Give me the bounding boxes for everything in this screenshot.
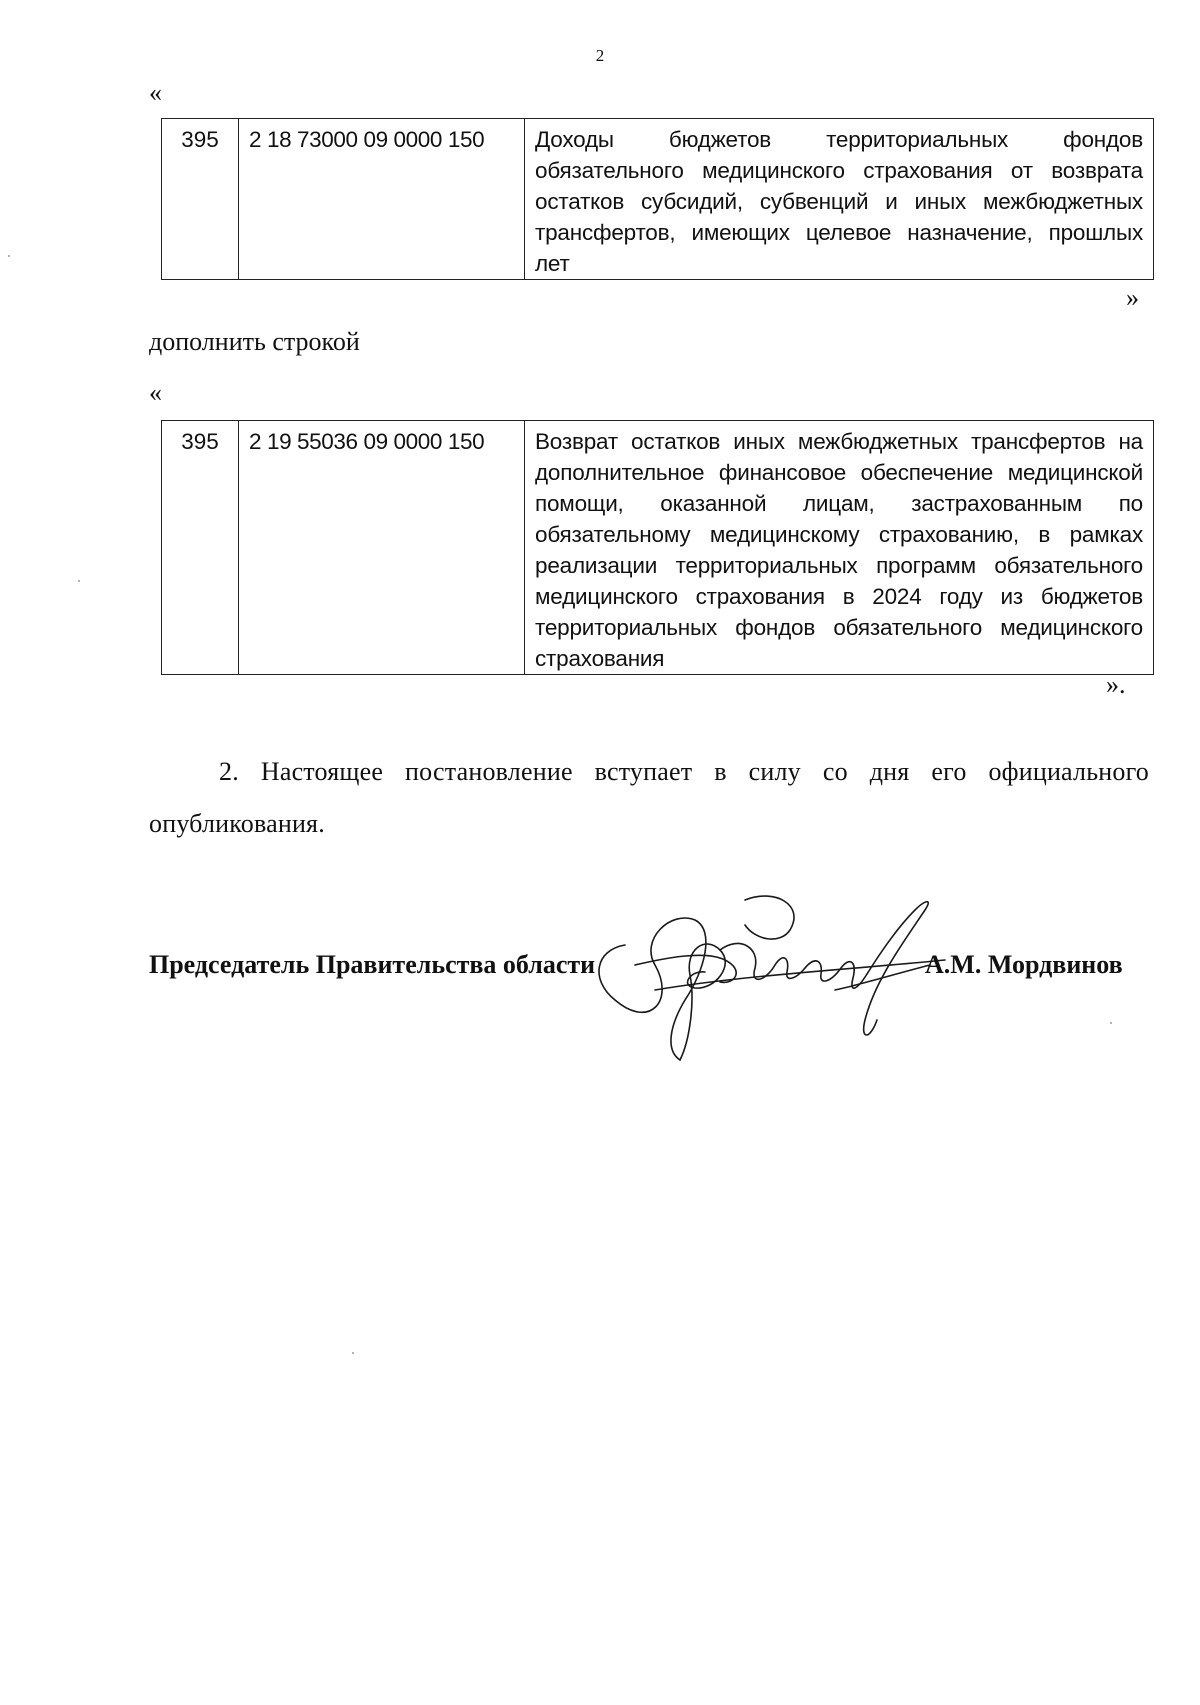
signatory-name: А.М. Мордвинов <box>925 950 1123 979</box>
description-cell: Возврат остатков иных межбюджетных трансфертов на дополнительное финансовое обеспечение медицинской помощи, оказанной лицам, застрахованным по обязательному медицинскому страхованию, в рамках реализации территориальных программ обязательного медицинского страхования в 2024 году из бюджетов территориальных фондов обязательного медицинского страхования <box>525 421 1154 675</box>
close-quote-final: ». <box>1106 670 1126 699</box>
paragraph-2: 2. Настоящее постановление вступает в силу со дня его официального опубликования. <box>149 757 1149 838</box>
table-row <box>162 119 1154 280</box>
scan-speck <box>352 1352 354 1354</box>
kbk-code-cell: 2 19 55036 09 0000 150 <box>239 421 525 675</box>
table-added-row <box>161 420 1154 675</box>
close-quote: » <box>1126 283 1139 312</box>
scan-speck <box>8 255 10 257</box>
admin-code-cell: 395 <box>162 421 239 675</box>
handwritten-signature <box>595 890 965 1080</box>
scan-speck <box>1110 1022 1112 1024</box>
table-row <box>162 421 1154 675</box>
scan-speck <box>78 580 80 582</box>
instruction-text: дополнить строкой <box>149 327 360 356</box>
open-quote: « <box>149 78 162 107</box>
table-existing-row <box>161 118 1154 280</box>
page-number: 2 <box>595 46 605 65</box>
admin-code-cell: 395 <box>162 119 239 280</box>
signatory-title: Председатель Правительства области <box>149 950 596 979</box>
open-quote: « <box>149 378 162 407</box>
description-cell: Доходы бюджетов территориальных фондов обязательного медицинского страхования от возврата остатков субсидий, субвенций и иных межбюджетных трансфертов, имеющих целевое назначение, прошлых лет <box>525 119 1154 280</box>
kbk-code-cell: 2 18 73000 09 0000 150 <box>239 119 525 280</box>
